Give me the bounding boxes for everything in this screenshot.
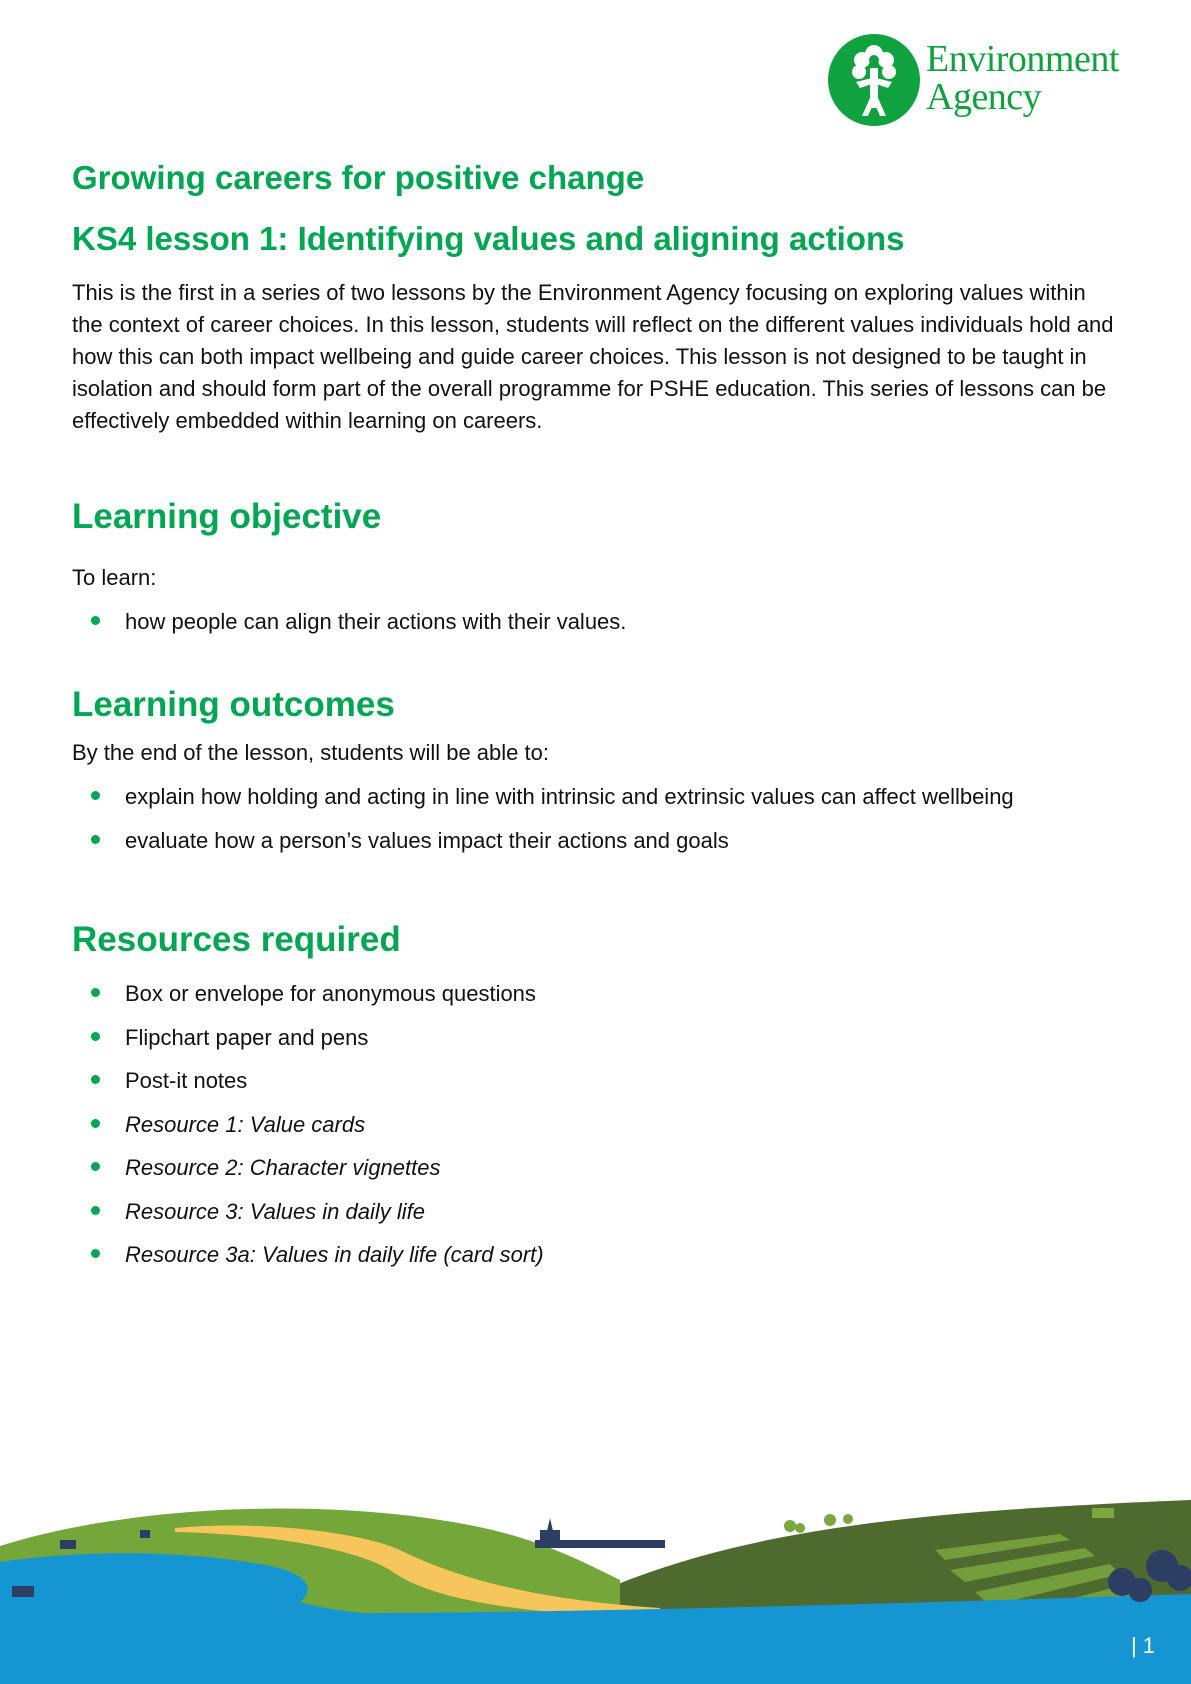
list-item: Resource 3: Values in daily life bbox=[72, 1197, 544, 1241]
list-item: explain how holding and acting in line with intrinsic and extrinsic values can affect wellbeing bbox=[72, 782, 1014, 826]
outcomes-lead: By the end of the lesson, students will be able to: bbox=[72, 740, 549, 765]
resources-list bbox=[72, 979, 544, 1284]
list-item: how people can align their actions with their values. bbox=[72, 607, 626, 651]
list-item: Box or envelope for anonymous questions bbox=[72, 979, 544, 1023]
landscape-footer-illustration bbox=[0, 1490, 1191, 1684]
tree-person-emblem-icon bbox=[826, 32, 922, 128]
list-item: Resource 3a: Values in daily life (card sort) bbox=[72, 1240, 544, 1284]
series-title: Growing careers for positive change bbox=[72, 159, 645, 196]
learning-outcomes-heading: Learning outcomes bbox=[72, 685, 395, 724]
logo-word-agency: Agency bbox=[926, 76, 1042, 118]
logo-word-environment: Environment bbox=[926, 38, 1119, 80]
list-item: Post-it notes bbox=[72, 1066, 544, 1110]
objective-list bbox=[72, 607, 626, 651]
page-number: | 1 bbox=[1130, 1633, 1155, 1658]
list-item: Resource 2: Character vignettes bbox=[72, 1153, 544, 1197]
list-item: Resource 1: Value cards bbox=[72, 1110, 544, 1154]
lesson-title: KS4 lesson 1: Identifying values and aligning actions bbox=[72, 220, 905, 257]
intro-paragraph: This is the first in a series of two lessons by the Environment Agency focusing on exploring values within the context of career choices. In this lesson, students will reflect on the different values individuals hold and how this can both impact wellbeing and guide career choices. This lesson is not designed to be taught in isolation and should form part of the overall programme for PSHE education. This series of lessons can be effectively embedded within learning on careers. bbox=[72, 280, 1114, 433]
environment-agency-logo bbox=[826, 32, 1166, 128]
resources-required-heading: Resources required bbox=[72, 920, 401, 959]
list-item: Flipchart paper and pens bbox=[72, 1023, 544, 1067]
learning-objective-heading: Learning objective bbox=[72, 497, 382, 536]
outcomes-list bbox=[72, 782, 1014, 869]
list-item: evaluate how a person’s values impact their actions and goals bbox=[72, 826, 1014, 870]
objective-lead: To learn: bbox=[72, 565, 157, 590]
